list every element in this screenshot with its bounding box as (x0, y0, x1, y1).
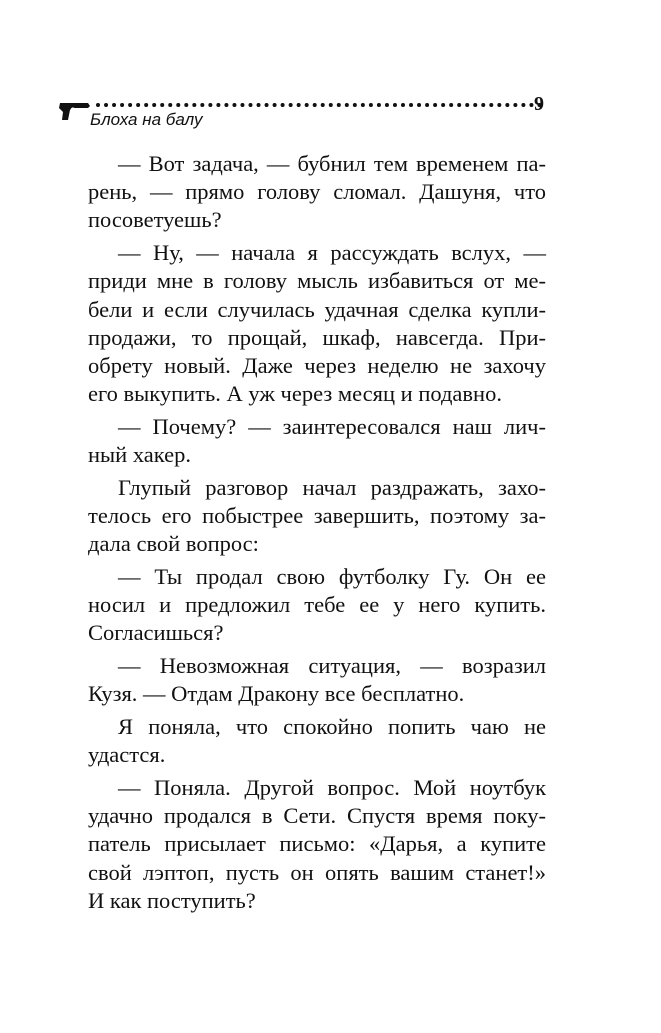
text-line: его выкупить. А уж через месяц и подавно. (88, 381, 502, 407)
paragraph (88, 413, 546, 469)
text-line: — Ты продал свою футболку Гу. Он ее (118, 564, 546, 589)
body-text (88, 150, 546, 915)
paragraph (88, 239, 546, 408)
text-line: удачно продался в Сети. Спустя время поку- (88, 803, 546, 829)
text-line: ный хакер. (88, 442, 191, 468)
text-line: бели и если случилась удачная сделка купли- (88, 296, 546, 322)
paragraph (88, 713, 546, 769)
running-title: Блоха на балу (90, 110, 203, 129)
text-line: дала свой вопрос: (88, 531, 259, 557)
text-line: Я поняла, что спокойно попить чаю не (118, 714, 546, 740)
text-line: — Почему? — заинтересовался наш лич- (118, 413, 546, 439)
paragraph (88, 150, 546, 235)
text-line: посоветуешь? (88, 207, 222, 233)
text-line: Кузя. — Отдам Дракону все бесплатно. (88, 681, 465, 707)
paragraph (88, 474, 546, 559)
text-line: удастся. (88, 742, 166, 768)
page-number: 9 (534, 93, 544, 115)
text-line: — Поняла. Другой вопрос. Мой ноутбук (118, 775, 546, 801)
text-line: приди мне в голову мысль избавиться от ме- (88, 268, 546, 294)
running-header (58, 93, 558, 132)
text-line: обрету новый. Даже через неделю не захочу (88, 352, 546, 378)
revolver-icon (58, 100, 92, 122)
text-line: телось его побыстрее завершить, поэтому за- (88, 503, 546, 529)
text-line: — Невозможная ситуация, — возразил (118, 653, 546, 679)
text-line: продажи, то прощай, шкаф, навсегда. При- (88, 324, 546, 350)
paragraph (88, 774, 546, 915)
text-line: патель присылает письмо: «Дарья, а купите (88, 831, 546, 857)
paragraph (88, 563, 546, 648)
text-line: — Ну, — начала я рассуждать вслух, — (118, 240, 546, 266)
text-line: И как поступить? (88, 887, 256, 913)
text-line: носил и предложил тебе ее у него купить. (88, 592, 546, 618)
text-line: Глупый разговор начал раздражать, захо- (118, 474, 546, 500)
text-line: — Вот задача, — бубнил тем временем па- (118, 151, 546, 176)
text-line: рень, — прямо голову сломал. Дашуня, что (88, 179, 546, 205)
text-line: свой лэптоп, пусть он опять вашим станет!» (88, 859, 546, 885)
text-line: Согласишься? (88, 620, 224, 646)
paragraph (88, 652, 546, 708)
